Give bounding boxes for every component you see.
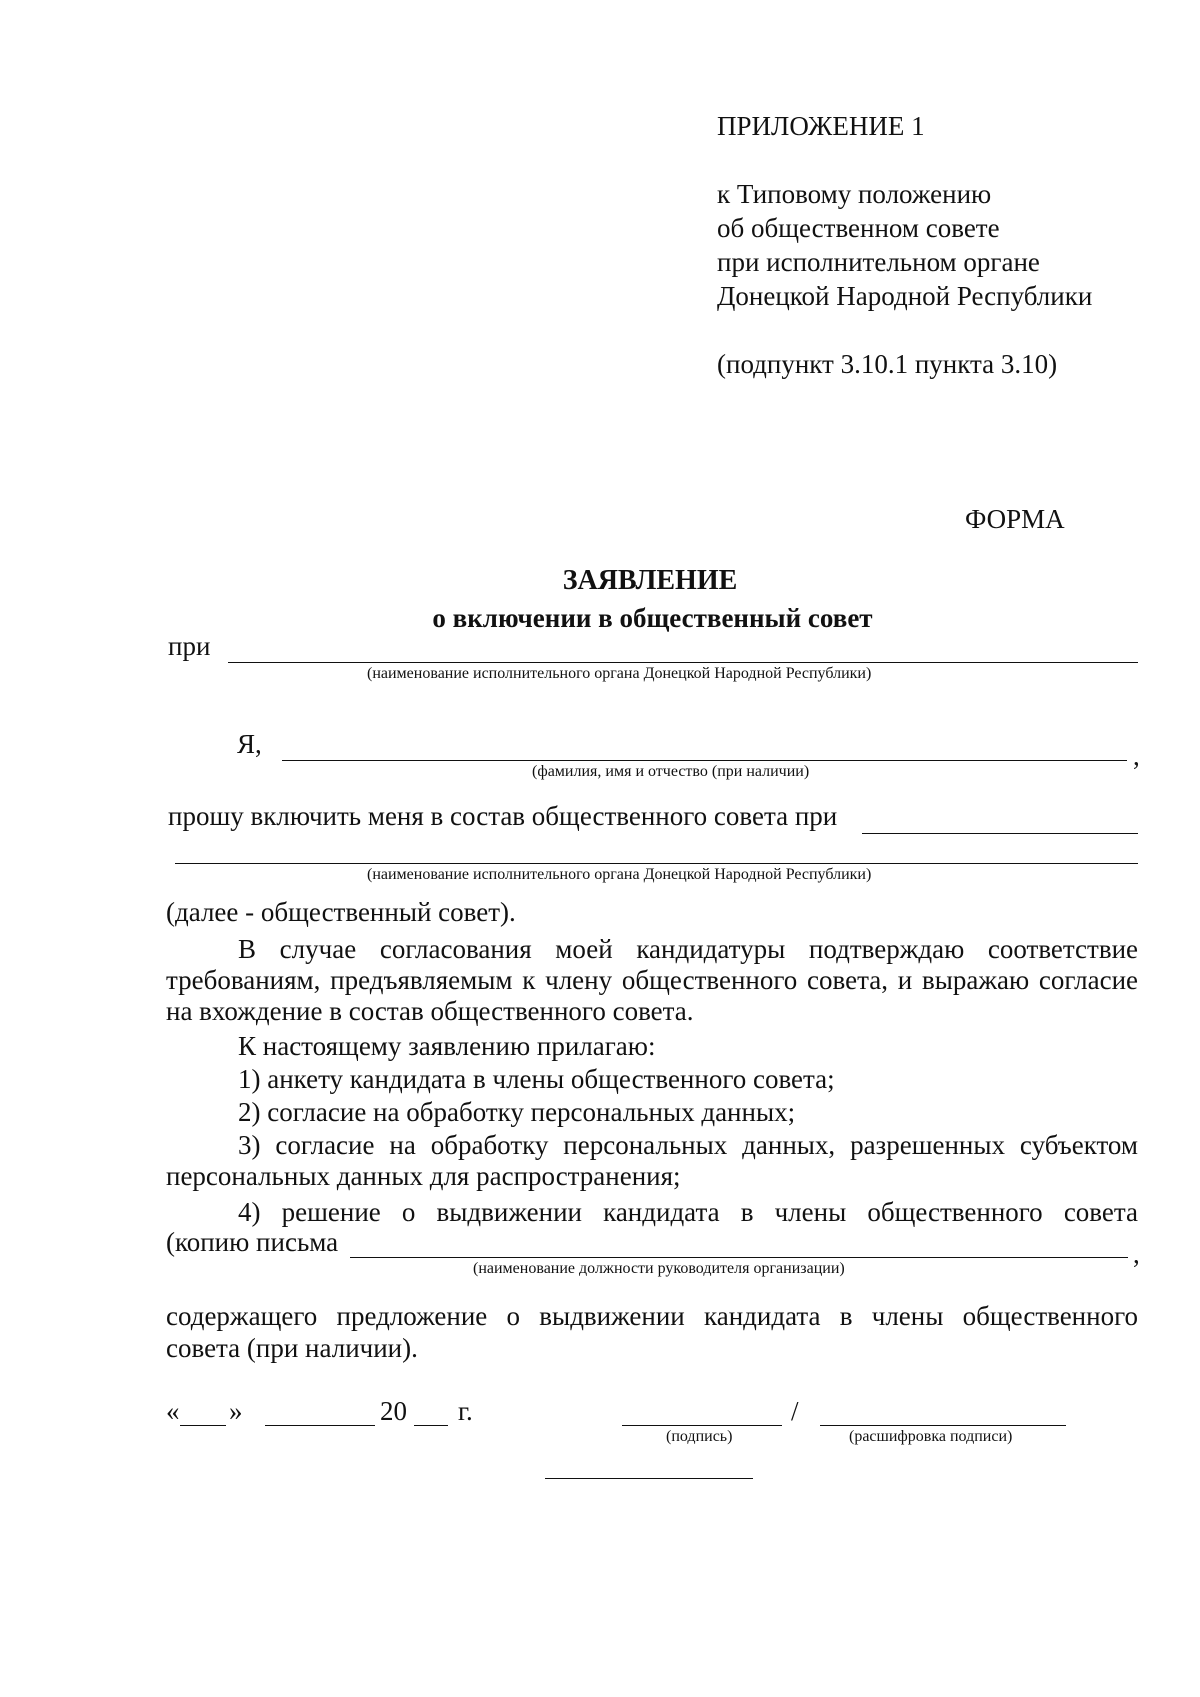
paragraph-1-line-1: В случае согласования моей кандидатуры подтверждаю соответствие [238,934,1138,964]
signature-decode-line[interactable] [820,1425,1066,1426]
head-position-line[interactable] [350,1257,1128,1258]
paragraph-1-line-2: требованиям, предъявляемым к члену общественного совета, и выражаю согласие [166,965,1138,995]
attachment-item-2: 2) согласие на обработку персональных данных; [238,1097,796,1127]
form-label: ФОРМА [965,504,1065,534]
organ-name-line[interactable] [228,662,1138,663]
council-organ-line-a[interactable] [862,833,1138,834]
reference-line-2: об общественном совете [717,213,1000,243]
date-year-prefix: 20 [380,1396,407,1426]
date-year-suffix: г. [458,1396,473,1426]
signature-line[interactable] [622,1425,782,1426]
tail-line-1: содержащего предложение о выдвижении кандидата в члены общественного [166,1301,1138,1331]
attachment-item-4-prefix: (копию письма [166,1227,339,1257]
separator-line [545,1478,753,1479]
head-position-caption: (наименование должности руководителя организации) [473,1260,845,1277]
subclause-reference: (подпункт 3.10.1 пункта 3.10) [717,349,1058,379]
date-open-quote: « [166,1396,180,1426]
organ-name-caption: (наименование исполнительного органа Донецкой Народной Республики) [367,665,872,682]
document-subtitle: о включении в общественный совет [432,603,873,633]
request-text: прошу включить меня в состав общественного совета при [168,801,838,831]
reference-line-1: к Типовому положению [717,179,992,209]
signature-slash: / [791,1396,799,1426]
attachment-item-3-line-2: персональных данных для распространения; [166,1161,681,1191]
date-day-line[interactable] [180,1425,226,1426]
reference-line-3: при исполнительном органе [717,247,1040,277]
hereinafter-text: (далее - общественный совет). [166,897,516,927]
fio-caption: (фамилия, имя и отчество (при наличии) [532,763,810,780]
attachment-item-1: 1) анкету кандидата в члены общественного совета; [238,1064,835,1094]
signature-decode-caption: (расшифровка подписи) [849,1428,1013,1445]
fio-comma: , [1133,741,1140,771]
attachments-intro: К настоящему заявлению прилагаю: [238,1031,656,1061]
fio-line[interactable] [282,760,1127,761]
head-position-comma: , [1133,1239,1140,1269]
date-month-line[interactable] [265,1425,375,1426]
under-prefix: при [168,631,211,661]
council-organ-line-b[interactable] [175,863,1138,864]
date-year-line[interactable] [414,1425,448,1426]
reference-line-4: Донецкой Народной Республики [717,281,1093,311]
attachment-item-3-line-1: 3) согласие на обработку персональных данных, разрешенных субъектом [238,1130,1138,1160]
council-organ-caption: (наименование исполнительного органа Донецкой Народной Республики) [367,866,872,883]
document-title: ЗАЯВЛЕНИЕ [562,565,738,596]
paragraph-1-line-3: на вхождение в состав общественного совета. [166,996,694,1026]
tail-line-2: совета (при наличии). [166,1333,418,1363]
date-close-quote: » [229,1396,243,1426]
appendix-number: ПРИЛОЖЕНИЕ 1 [717,111,925,141]
i-prefix: Я, [237,729,262,759]
attachment-item-4-line-1: 4) решение о выдвижении кандидата в члены общественного совета [238,1197,1138,1227]
signature-caption: (подпись) [666,1428,733,1445]
